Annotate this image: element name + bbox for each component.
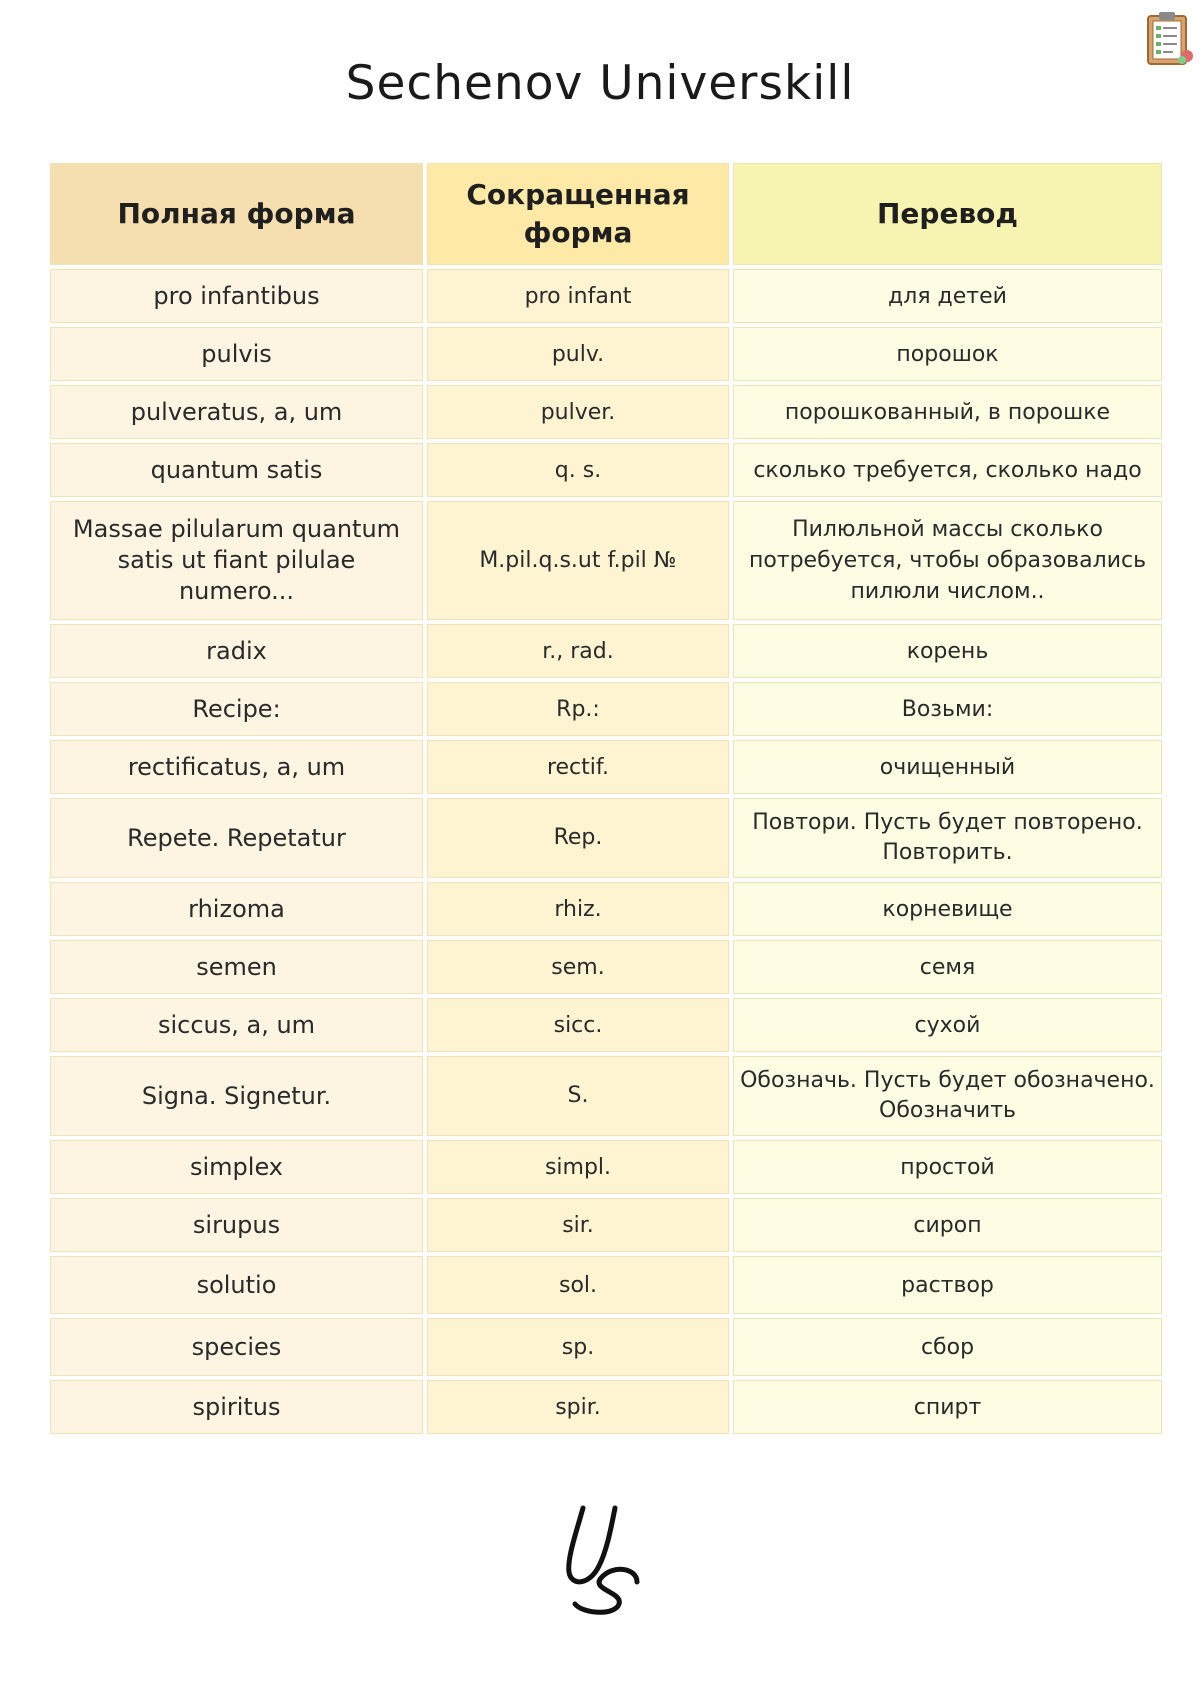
abbreviations-table (46, 159, 1166, 1438)
clipboard-checklist-icon (1144, 8, 1196, 68)
cell-full-form: radix (50, 624, 423, 678)
cell-short-form: pulver. (427, 385, 729, 439)
cell-full-form: pulveratus, a, um (50, 385, 423, 439)
cell-full-form: semen (50, 940, 423, 994)
cell-short-form: S. (427, 1056, 729, 1136)
table-row (50, 1256, 1162, 1314)
table-header-row (50, 163, 1162, 265)
cell-full-form: quantum satis (50, 443, 423, 497)
table-row (50, 385, 1162, 439)
cell-translation: порошкованный, в порошке (733, 385, 1162, 439)
table-row (50, 327, 1162, 381)
cell-full-form: Repete. Repetatur (50, 798, 423, 878)
cell-short-form: sir. (427, 1198, 729, 1252)
table-row (50, 882, 1162, 936)
table-row (50, 1198, 1162, 1252)
cell-translation: спирт (733, 1380, 1162, 1434)
table-row (50, 798, 1162, 878)
cell-translation: сухой (733, 998, 1162, 1052)
cell-full-form: spiritus (50, 1380, 423, 1434)
table-row (50, 501, 1162, 620)
cell-short-form: sicc. (427, 998, 729, 1052)
page-title: Sechenov Universkill (345, 56, 855, 111)
cell-translation: Пилюльной массы сколько потребуется, чтобы образовались пилюли числом.. (733, 501, 1162, 620)
universkill-logo-icon (553, 1500, 653, 1618)
cell-short-form: pulv. (427, 327, 729, 381)
cell-translation: корневище (733, 882, 1162, 936)
table-row (50, 269, 1162, 323)
cell-translation: Возьми: (733, 682, 1162, 736)
cell-short-form: sem. (427, 940, 729, 994)
header-short-form: Сокращенная форма (427, 163, 729, 265)
cell-translation: корень (733, 624, 1162, 678)
cell-translation: сироп (733, 1198, 1162, 1252)
cell-translation: очищенный (733, 740, 1162, 794)
table-row (50, 1056, 1162, 1136)
table-row (50, 740, 1162, 794)
cell-translation: для детей (733, 269, 1162, 323)
cell-short-form: rectif. (427, 740, 729, 794)
cell-short-form: q. s. (427, 443, 729, 497)
cell-full-form: Massae pilularum quantum satis ut fiant pilulae numero... (50, 501, 423, 620)
table-row (50, 682, 1162, 736)
table-row (50, 443, 1162, 497)
cell-full-form: pro infantibus (50, 269, 423, 323)
cell-translation: сбор (733, 1318, 1162, 1376)
table-row (50, 1140, 1162, 1194)
cell-full-form: rectificatus, a, um (50, 740, 423, 794)
table-row (50, 940, 1162, 994)
cell-translation: раствор (733, 1256, 1162, 1314)
cell-short-form: Rep. (427, 798, 729, 878)
cell-translation: простой (733, 1140, 1162, 1194)
cell-short-form: rhiz. (427, 882, 729, 936)
table-row (50, 624, 1162, 678)
cell-translation: семя (733, 940, 1162, 994)
cell-full-form: rhizoma (50, 882, 423, 936)
header-translation: Перевод (733, 163, 1162, 265)
cell-full-form: pulvis (50, 327, 423, 381)
cell-translation: Обозначь. Пусть будет обозначено. Обозначить (733, 1056, 1162, 1136)
cell-short-form: spir. (427, 1380, 729, 1434)
cell-short-form: sol. (427, 1256, 729, 1314)
header-full-form: Полная форма (50, 163, 423, 265)
cell-short-form: sp. (427, 1318, 729, 1376)
cell-full-form: species (50, 1318, 423, 1376)
table-row (50, 1380, 1162, 1434)
cell-full-form: solutio (50, 1256, 423, 1314)
cell-full-form: Signa. Signetur. (50, 1056, 423, 1136)
cell-full-form: Recipe: (50, 682, 423, 736)
cell-translation: сколько требуется, сколько надо (733, 443, 1162, 497)
cell-short-form: M.pil.q.s.ut f.pil № (427, 501, 729, 620)
cell-full-form: siccus, a, um (50, 998, 423, 1052)
cell-short-form: Rp.: (427, 682, 729, 736)
cell-full-form: sirupus (50, 1198, 423, 1252)
table-row (50, 1318, 1162, 1376)
cell-short-form: simpl. (427, 1140, 729, 1194)
table-row (50, 998, 1162, 1052)
cell-translation: Повтори. Пусть будет повторено. Повторить. (733, 798, 1162, 878)
cell-short-form: pro infant (427, 269, 729, 323)
cell-short-form: r., rad. (427, 624, 729, 678)
cell-translation: порошок (733, 327, 1162, 381)
cell-full-form: simplex (50, 1140, 423, 1194)
